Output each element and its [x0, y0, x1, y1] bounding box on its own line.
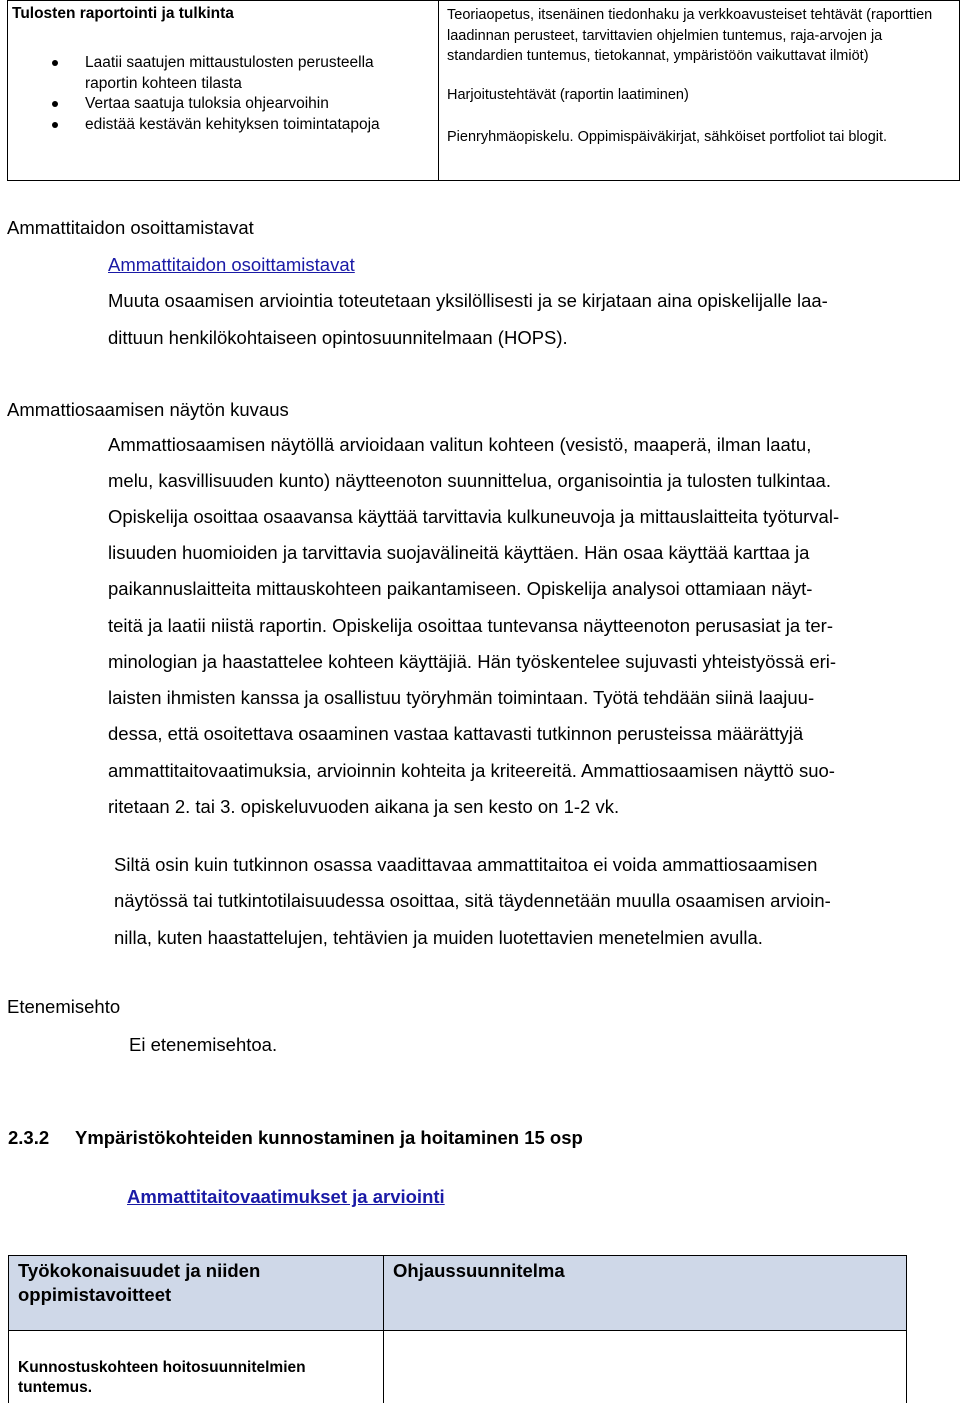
demo-text-line: melu, kasvillisuuden kunto) näytteenoton suunnittelua, organisointia ja tulosten tulkintaa. [108, 470, 831, 491]
learning-table [7, 0, 960, 181]
left-cell-heading: Tulosten raportointi ja tulkinta [12, 5, 234, 22]
group-study: Pienryhmäopiskelu. Oppimispäiväkirjat, sähköiset portfoliot tai blogit. [447, 129, 888, 145]
bullet-icon [52, 60, 58, 66]
objective-list [36, 53, 415, 135]
demonstration-link[interactable]: Ammattitaidon osoittamistavat [108, 254, 355, 275]
requirements-link[interactable]: Ammattitaitovaatimukset ja arviointi [127, 1186, 445, 1207]
demo-text-line: laisten ihmisten kanssa ja osallistuu työryhmän toimintaan. Työtä tehdään siinä laajuu- [108, 687, 815, 708]
list-item: Vertaa saatuja tuloksia ohjearvoihin [36, 94, 395, 115]
bullet-icon [52, 122, 58, 128]
table-divider [438, 1, 439, 180]
progression-text: Ei etenemisehtoa. [129, 1034, 278, 1055]
table-column-divider [383, 1256, 384, 1403]
plan-table [8, 1255, 907, 1403]
bullet-icon [52, 101, 58, 107]
teaching-methods: Teoriaopetus, itsenäinen tiedonhaku ja verkkoavusteiset tehtävät (raporttien laadinnan perusteet, tarvittavien ohjelmien tuntemus, raja-arvojen ja standardien tuntemus, tietokannat, ympäristöön vaikuttavat ilmiöt) [447, 7, 933, 64]
assessment-text-line: dittuun henkilökohtaiseen opintosuunnitelmaan (HOPS). [108, 327, 568, 348]
demo-text-line: Ammattiosaamisen näytöllä arvioidaan valitun kohteen (vesistö, maaperä, ilman laatu, [108, 434, 812, 455]
exercises: Harjoitustehtävät (raportin laatiminen) [447, 86, 689, 103]
section-heading-progression: Etenemisehto [7, 996, 121, 1017]
list-item: edistää kestävän kehityksen toimintatapoja [36, 115, 415, 136]
demo-text-line: dessa, että osoitettava osaaminen vastaa kattavasti tutkinnon perusteissa määrättyjä [108, 723, 804, 744]
right-cell [447, 5, 947, 148]
column-header-work-units: Työkokonaisuudet ja niiden oppimistavoitteet [18, 1260, 261, 1305]
demo-text-line: teitä ja laatii niistä raportin. Opiskelija osoittaa tuntevansa näytteenoton perusasiat ja ter- [108, 615, 833, 636]
section-number: 2.3.2 [8, 1127, 50, 1148]
demo-text-line: ammattitaitovaatimuksia, arvioinnin kohteita ja kriteereitä. Ammattiosaamisen näyttö suo- [108, 760, 835, 781]
column-header-guidance-plan: Ohjaussuunnitelma [393, 1260, 565, 1281]
demo-text-line: paikannuslaitteita mittauskohteen paikantamiseen. Opiskelija analysoi ottamiaan näyt- [108, 578, 813, 599]
assessment-text-line: Muuta osaamisen arviointia toteutetaan yksilöllisesti ja se kirjataan aina opiskelijalle laa- [108, 290, 828, 311]
section-title: Ympäristökohteiden kunnostaminen ja hoitaminen 15 osp [75, 1127, 583, 1148]
demo-text-line: minologian ja haastattelee kohteen käyttäjiä. Hän työskentelee sujuvasti yhteistyössä eri- [108, 651, 837, 672]
supplement-text-line: näytössä tai tutkintotilaisuudessa osoittaa, sitä täydennetään muulla osaamisen arvioin- [114, 890, 831, 911]
table-row-divider [9, 1330, 906, 1331]
supplement-text-line: nilla, kuten haastattelujen, tehtävien ja muiden luotettavien menetelmien avulla. [114, 927, 763, 948]
list-item: Laatii saatujen mittaustulosten perusteella raportin kohteen tilasta [36, 53, 395, 94]
demo-text-line: lisuuden huomioiden ja tarvittavia suojavälineitä käyttäen. Hän osaa käyttää karttaa ja [108, 542, 810, 563]
section-heading-demonstration: Ammattitaidon osoittamistavat [7, 217, 254, 238]
demo-text-line: ritetaan 2. tai 3. opiskeluvuoden aikana ja sen kesto on 1-2 vk. [108, 796, 620, 817]
demo-text-line: Opiskelija osoittaa osaavansa käyttää tarvittavia kulkuneuvoja ja mittauslaitteita työturval- [108, 506, 840, 527]
table-cell: Kunnostuskohteen hoitosuunnitelmien tuntemus. [18, 1359, 306, 1396]
supplement-text-line: Siltä osin kuin tutkinnon osassa vaadittavaa ammattitaitoa ei voida ammattiosaamisen [114, 854, 818, 875]
section-heading-demo-description: Ammattiosaamisen näytön kuvaus [7, 399, 289, 420]
